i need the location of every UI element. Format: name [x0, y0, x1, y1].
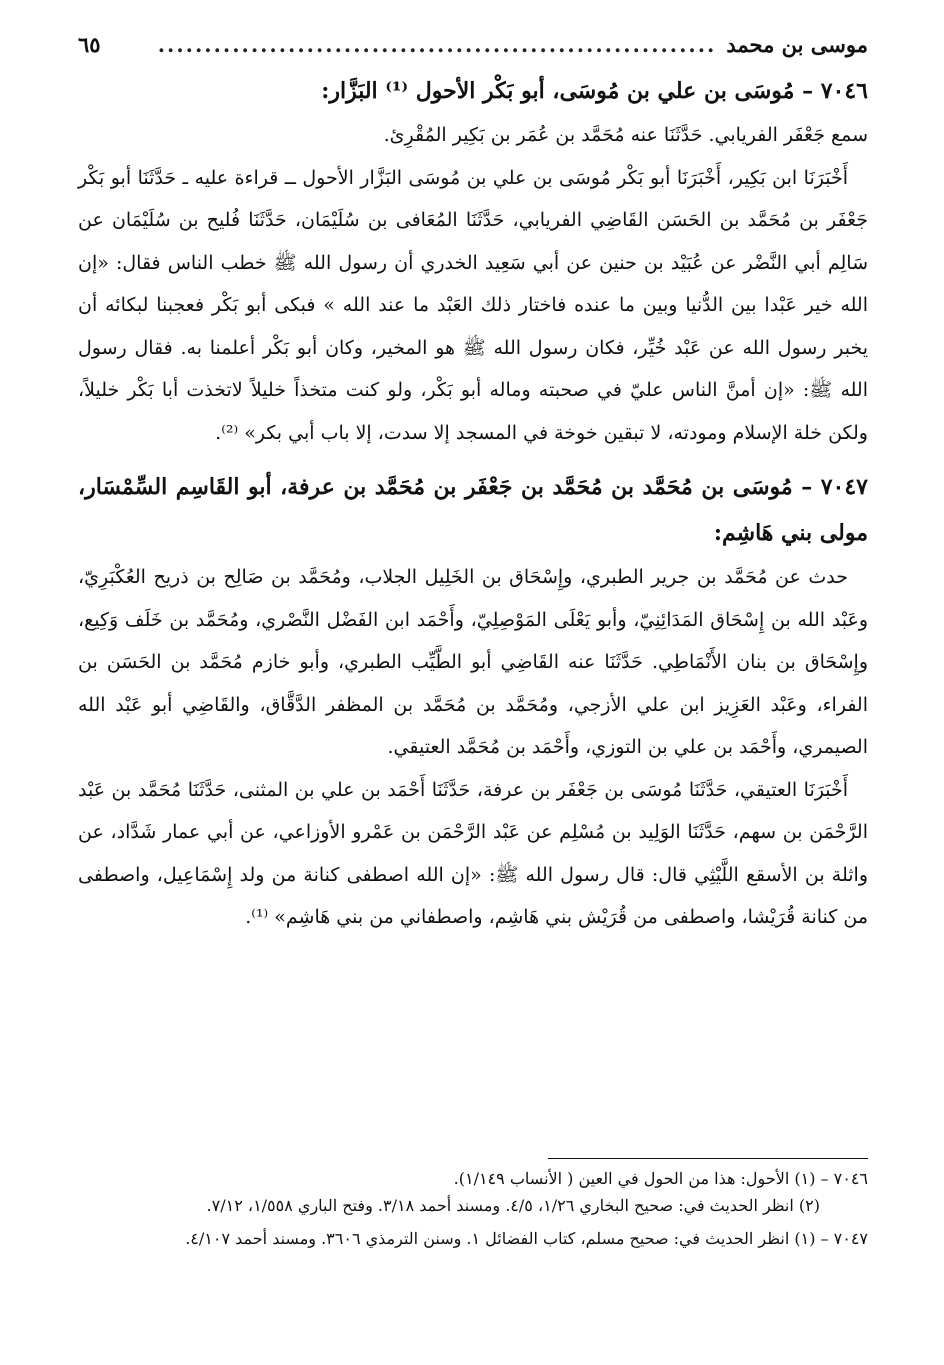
footnote: ٧٠٤٦ – (١) الأحول: هذا من الحول في العين ( الأنساب ١/١٤٩).	[453, 1169, 868, 1188]
page-number: ٦٥	[78, 32, 101, 57]
entry-7046-paragraph: أَخْبَرَنَا ابن بَكِير، أَخْبَرَنَا أبو بَكْر مُوسَى بن علي بن مُوسَى البَزَّار الأحول ــ قراءة عليه ـ حَدَّثَنَا أبو بَكْر جَعْفَر بن مُحَمَّد بن الحَسَن القَاضِي الفريابي، حَدَّثَنَا المُعَافى بن سُلَيْمَان، حَدَّثَنَا فُليح بن سُلَيْمَان عن سَالِم أبي النَّضْر عن عُبَيْد بن حنين عن أبي سَعِيد الخدري أن رسول الله ﷺ خطب الناس فقال: «إن الله خير عَبْدا بين الدُّنيا وبين ما عنده فاختار ذلك العَبْد ما عند الله » فبكى أبو بَكْر فعجبنا لبكائه أن يخبر رسول الله عن عَبْد خُيِّر، فكان رسول الله ﷺ هو المخير، وكان أبو بَكْر أعلمنا به. فقال رسول الله ﷺ: «إن أمنَّ الناس عليّ في صحبته وماله أبو بَكْر، ولو كنت متخذاً خليلاً لاتخذت أبا بَكْر خليلاً، ولكن خلة الإسلام ومودته، لا تبقين خوخة في المسجد إلا سدت، إلا باب أبي بكر» ⁽²⁾.	[78, 166, 868, 444]
footnotes	[78, 1158, 868, 1252]
footnote-rule	[548, 1158, 868, 1159]
entry-title-7046: ٧٠٤٦ – مُوسَى بن علي بن مُوسَى، أبو بَكْر الأحول ⁽¹⁾ البَزَّار:	[321, 78, 868, 104]
page-body	[78, 30, 868, 939]
running-header	[78, 30, 868, 64]
footnote: (٢) انظر الحديث في: صحيح البخاري ١/٢٦، ٤/٥. ومسند أحمد ٣/١٨. وفتح الباري ١/٥٥٨، ٧/١٢.	[206, 1196, 820, 1215]
running-title: موسى بن محمد	[726, 32, 868, 57]
footnote: ٧٠٤٧ – (١) انظر الحديث في: صحيح مسلم، كتاب الفضائل ١. وسنن الترمذي ٣٦٠٦. ومسند أحمد ٤/١٠٧.	[185, 1229, 868, 1248]
entry-7046-paragraph: سمع جَعْفَر الفريابي. حَدَّثَنَا عنه مُحَمَّد بن عُمَر بن بَكِير المُقْرِئ.	[383, 124, 868, 146]
entry-7047-paragraph: حدث عن مُحَمَّد بن جرير الطبري، وإِسْحَاق بن الخَلِيل الجلاب، ومُحَمَّد بن صَالِح بن ذريح العُكْبَرِيّ، وعَبْد الله بن إِسْحَاق المَدَائِنِيّ، وأبو يَعْلَى المَوْصِلِيّ، وأَحْمَد ابن الفَضْل النَّصْري، ومُحَمَّد بن خَلَف وَكِيع، وإِسْحَاق بن بنان الأَنْمَاطِي. حَدَّثَنَا عنه القَاضِي أبو الطَّيِّب الطبري، وأبو خازم مُحَمَّد بن الحَسَن بن الفراء، وعَبْد العَزِيز ابن علي الأزجي، ومُحَمَّد بن مُحَمَّد بن المظفر الدَّقَّاق، والقَاضِي أبو عَبْد الله الصيمري، وأَحْمَد بن علي بن التوزي، وأَحْمَد بن مُحَمَّد العتيقي.	[78, 566, 868, 758]
leader-dots: ............................................................	[157, 32, 717, 57]
entry-title-7047: ٧٠٤٧ – مُوسَى بن مُحَمَّد بن مُحَمَّد بن جَعْفَر بن مُحَمَّد بن عرفة، أبو القَاسِم السِّمْسَار، مولى بني هَاشِم:	[78, 474, 868, 546]
entry-7047-paragraph: أَخْبَرَنَا العتيقي، حَدَّثَنَا مُوسَى بن جَعْفَر بن عرفة، حَدَّثَنَا أَحْمَد بن علي بن المثنى، حَدَّثَنَا مُحَمَّد بن عَبْد الرَّحْمَن بن سهم، حَدَّثَنَا الوَلِيد بن مُسْلِم عن عَبْد الرَّحْمَن بن عَمْرو الأوزاعي، عن أبي عمار شَدَّاد، عن واثلة بن الأسقع اللَّيْثِي قال: قال رسول الله ﷺ: «إن الله اصطفى كنانة من ولد إِسْمَاعِيل، واصطفى من كنانة قُرَيْشا، واصطفى من قُرَيْش بني هَاشِم، واصطفاني من بني هَاشِم» ⁽¹⁾.	[78, 778, 868, 928]
